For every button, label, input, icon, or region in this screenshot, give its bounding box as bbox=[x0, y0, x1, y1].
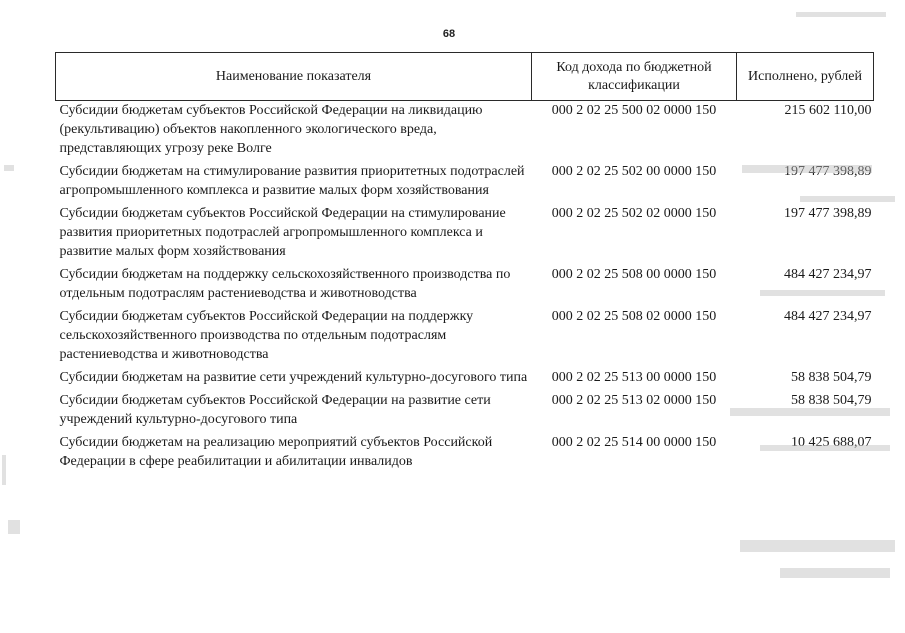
indicator-name: Субсидии бюджетам субъектов Российской Федерации на поддержку сельскохозяйственного производства по отдельным подотраслям растениеводства и животноводства bbox=[59, 309, 474, 362]
scan-speckle bbox=[780, 568, 890, 578]
revenue-code: 000 2 02 25 513 00 0000 150 bbox=[551, 370, 717, 385]
executed-amount: 484 427 234,97 bbox=[784, 267, 872, 282]
scan-speckle bbox=[4, 165, 14, 171]
revenue-code: 000 2 02 25 508 00 0000 150 bbox=[551, 267, 717, 282]
scan-speckle bbox=[730, 408, 890, 416]
executed-amount: 215 602 110,00 bbox=[784, 103, 872, 118]
table-row bbox=[56, 265, 874, 307]
executed-amount: 197 477 398,89 bbox=[784, 206, 872, 221]
scan-speckle bbox=[8, 520, 20, 534]
indicator-name: Субсидии бюджетам на стимулирование развития приоритетных подотраслей агропромышленного комплекса и развитие малых форм хозяйствования bbox=[59, 164, 525, 198]
scan-speckle bbox=[740, 540, 895, 552]
scan-speckle bbox=[760, 290, 885, 296]
scan-speckle bbox=[800, 196, 895, 202]
header-executed-amount: Исполнено, рублей bbox=[737, 53, 874, 101]
table-row bbox=[56, 204, 874, 265]
table-row bbox=[56, 368, 874, 391]
executed-amount: 58 838 504,79 bbox=[791, 393, 872, 408]
revenue-code: 000 2 02 25 513 02 0000 150 bbox=[551, 393, 717, 408]
revenue-code: 000 2 02 25 514 00 0000 150 bbox=[551, 435, 717, 450]
header-indicator-name: Наименование показателя bbox=[56, 53, 532, 101]
revenue-code: 000 2 02 25 508 02 0000 150 bbox=[551, 309, 717, 324]
table-row bbox=[56, 307, 874, 368]
table-header-row bbox=[56, 53, 874, 101]
revenue-code: 000 2 02 25 500 02 0000 150 bbox=[551, 103, 717, 118]
indicator-name: Субсидии бюджетам субъектов Российской Федерации на развитие сети учреждений культурно-досугового типа bbox=[59, 393, 491, 427]
revenue-code: 000 2 02 25 502 00 0000 150 bbox=[551, 164, 717, 179]
executed-amount: 197 477 398,89 bbox=[784, 164, 872, 179]
scan-speckle bbox=[760, 445, 890, 451]
indicator-name: Субсидии бюджетам на реализацию мероприятий субъектов Российской Федерации в сфере реабилитации и абилитации инвалидов bbox=[59, 435, 493, 469]
scan-speckle bbox=[796, 12, 886, 17]
indicator-name: Субсидии бюджетам субъектов Российской Федерации на стимулирование развития приоритетных подотраслей агропромышленного комплекса и развитие малых форм хозяйствования bbox=[59, 206, 506, 259]
scan-speckle bbox=[2, 455, 6, 485]
indicator-name: Субсидии бюджетам на поддержку сельскохозяйственного производства по отдельным подотраслям растениеводства и животноводства bbox=[59, 267, 511, 301]
page-number: 68 bbox=[442, 28, 456, 40]
executed-amount: 58 838 504,79 bbox=[791, 370, 872, 385]
header-revenue-code: Код дохода по бюджетной классификации bbox=[532, 53, 737, 101]
table-row bbox=[56, 101, 874, 163]
indicator-name: Субсидии бюджетам на развитие сети учреждений культурно-досугового типа bbox=[59, 370, 528, 385]
revenue-code: 000 2 02 25 502 02 0000 150 bbox=[551, 206, 717, 221]
indicator-name: Субсидии бюджетам субъектов Российской Федерации на ликвидацию (рекультивацию) объектов накопленного экологического вреда, представляющих угрозу реке Волге bbox=[59, 103, 483, 156]
scan-speckle bbox=[742, 165, 872, 173]
table-row bbox=[56, 433, 874, 475]
executed-amount: 484 427 234,97 bbox=[784, 309, 872, 324]
executed-amount: 10 425 688,07 bbox=[791, 435, 872, 450]
